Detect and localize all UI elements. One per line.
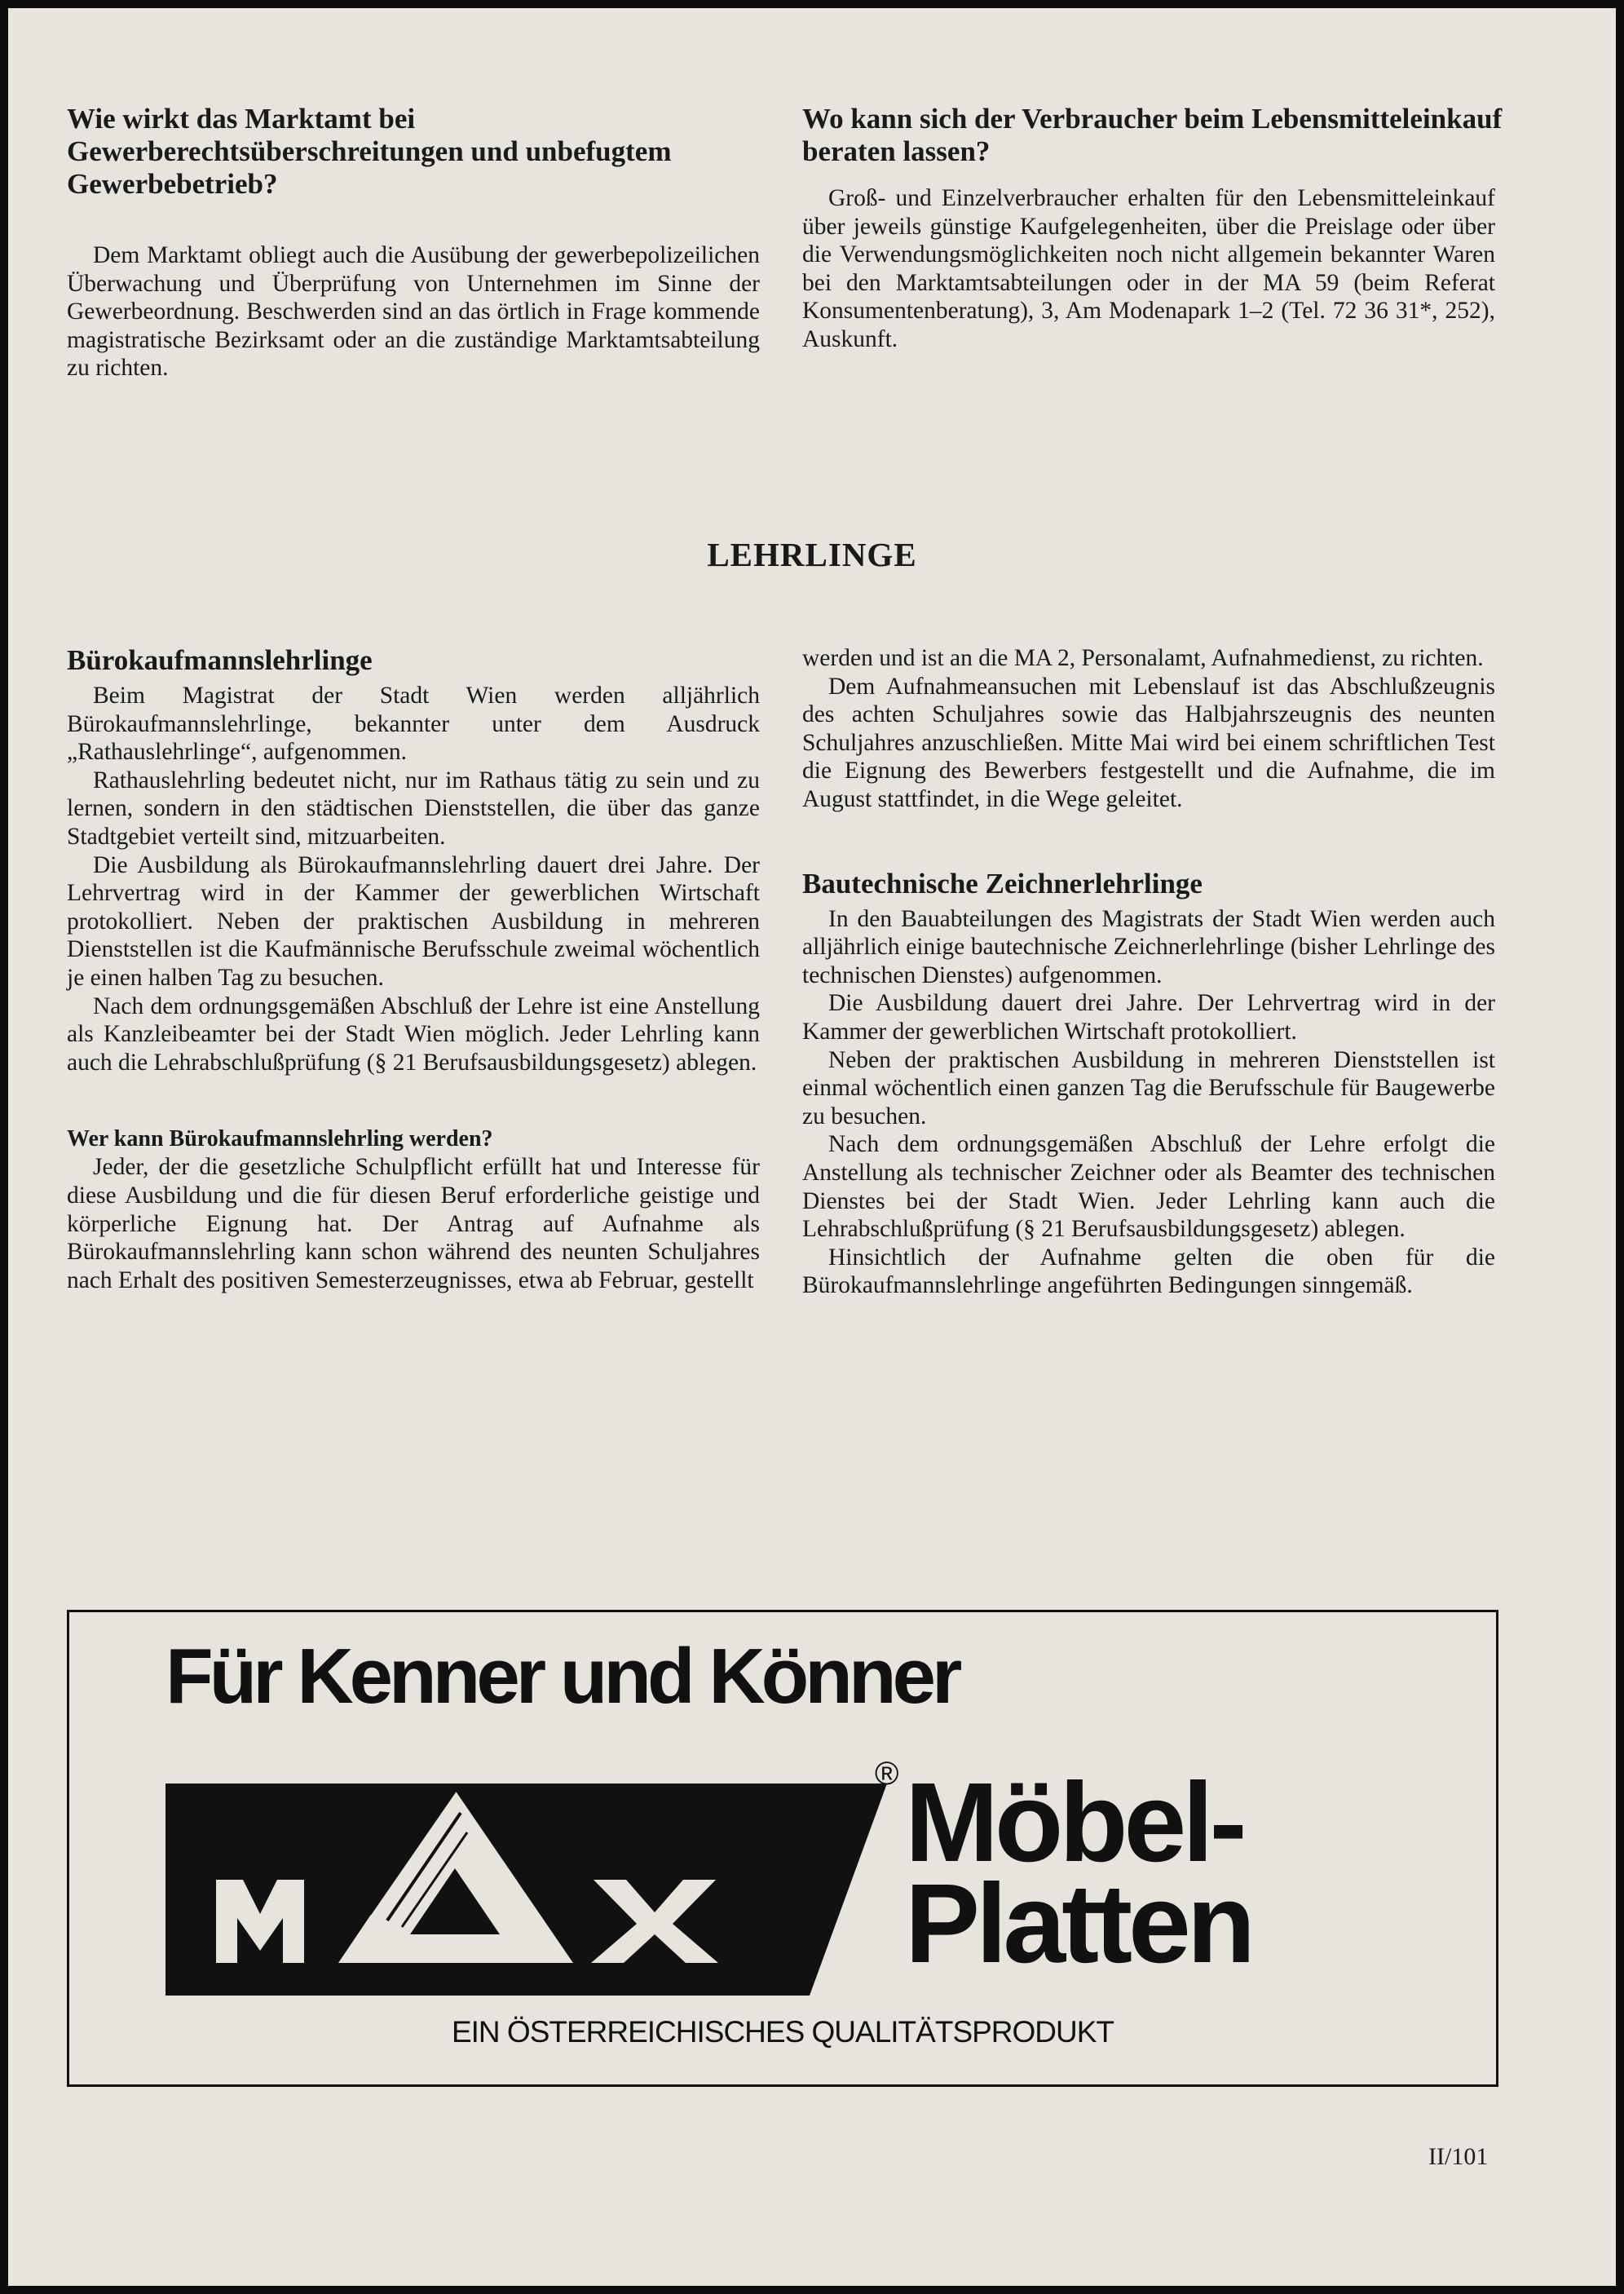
document-page <box>8 8 1616 2286</box>
text-column-marktamt <box>67 241 760 382</box>
paragraph: Dem Aufnahmeansuchen mit Lebenslauf ist das Abschlußzeugnis des achten Schuljahres sowie das Halbjahrszeugnis des neunten Schuljahres anzuschließen. Mitte Mai wird bei einem schriftlichen Test die Eignung des Bewerbers festgestellt und die Aufnahme, die im August stattfindet, in die Wege geleitet. <box>802 673 1495 812</box>
paragraph: Neben der praktischen Ausbildung in mehreren Dienststellen ist einmal wöchentlich einen ganzen Tag die Berufsschule für Baugewerbe zu besuchen. <box>802 1046 1495 1129</box>
heading-bautechnische: Bautechnische Zeichnerlehrlinge <box>802 867 1203 899</box>
section-title: LEHRLINGE <box>707 536 917 573</box>
subheading-wer-kann: Wer kann Bürokaufmannslehrling werden? <box>67 1126 493 1152</box>
advertisement <box>67 1610 1498 2087</box>
paragraph: Beim Magistrat der Stadt Wien werden alljährlich Bürokaufmannslehrlinge, bekannter unter dem Ausdruck „Rathauslehrlinge“, aufgenommen. <box>67 683 760 766</box>
ad-product-name <box>905 1760 1252 1987</box>
text-column-verbraucher <box>802 184 1495 354</box>
section-heading-marktamt: Wie wirkt das Marktamt bei Gewerberechtsüberschreitungen und unbefugtem Gewerbebetrieb? <box>67 103 672 200</box>
paragraph: Rathauslehrling bedeutet nicht, nur im Rathaus tätig zu sein und zu lernen, sondern in den städtischen Dienststellen, die über das ganze Stadtgebiet verteilt sind, mitzuarbeiten. <box>67 767 760 850</box>
paragraph: Nach dem ordnungsgemäßen Abschluß der Lehre ist eine Anstellung als Kanzleibeamter bei der Stadt Wien möglich. Jeder Lehrling kann auch die Lehrabschlußprüfung (§ 21 Berufsausbildungsgesetz) ablegen. <box>67 992 760 1076</box>
ad-product-line: Platten <box>905 1861 1252 1987</box>
paragraph: Dem Marktamt obliegt auch die Ausübung der gewerbepolizeilichen Überwachung und Überprüfung von Unternehmen im Sinne der Gewerbeordnung. Beschwerden sind an das örtlich in Frage kommende magistratische Bezirksamt oder an die zuständige Marktamtsabteilung zu richten. <box>67 242 760 382</box>
paragraph: Hinsichtlich der Aufnahme gelten die oben für die Bürokaufmannslehrlinge angeführten Bedingungen sinngemäß. <box>802 1244 1495 1299</box>
text-column-left <box>67 644 760 1294</box>
paragraph: Die Ausbildung dauert drei Jahre. Der Lehrvertrag wird in der Kammer der gewerblichen Wirtschaft protokolliert. <box>802 990 1495 1045</box>
ad-product-line: Möbel- <box>905 1760 1243 1885</box>
paragraph: Jeder, der die gesetzliche Schulpflicht erfüllt hat und Interesse für diese Ausbildung und die für diesen Beruf erforderliche geistige und körperliche Eignung hat. Der Antrag auf Aufnahme als Bürokaufmannslehrling kann schon während des neunten Schuljahres nach Erhalt des positiven Semesterzeugnisses, etwa ab Februar, gestellt <box>67 1154 760 1293</box>
section-heading-verbraucher: Wo kann sich der Verbraucher beim Lebensmitteleinkauf beraten lassen? <box>802 103 1503 167</box>
max-logo <box>165 1783 887 1996</box>
paragraph: Nach dem ordnungsgemäßen Abschluß der Lehre erfolgt die Anstellung als technischer Zeichner oder als Beamter des technischen Dienstes bei der Stadt Wien. Jeder Lehrling kann auch die Lehrabschlußprüfung (§ 21 Berufsausbildungsgesetz) ablegen. <box>802 1131 1495 1243</box>
ad-tagline: EIN ÖSTERREICHISCHES QUALITÄTSPRODUKT <box>451 2015 1114 2049</box>
paragraph: Die Ausbildung als Bürokaufmannslehrling dauert drei Jahre. Der Lehrvertrag wird in der Kammer der gewerblichen Wirtschaft protokolliert. Neben der praktischen Ausbildung in mehreren Dienststellen ist die Kaufmännische Berufsschule zweimal wöchentlich je einen halben Tag zu besuchen. <box>67 851 760 991</box>
registered-mark: ® <box>875 1756 899 1792</box>
text-column-right <box>802 644 1495 1300</box>
heading-buerokaufmann: Bürokaufmannslehrlinge <box>67 644 373 676</box>
page-number: II/101 <box>1428 2143 1489 2170</box>
ad-headline: Für Kenner und Könner <box>165 1633 959 1720</box>
paragraph: In den Bauabteilungen des Magistrats der Stadt Wien werden auch alljährlich einige bautechnische Zeichnerlehrlinge (bisher Lehrlinge des technischen Dienstes) aufgenommen. <box>802 905 1495 988</box>
paragraph: Groß- und Einzelverbraucher erhalten für den Lebensmitteleinkauf über jeweils günstige Kaufgelegenheiten, über die Preislage oder über die Verwendungsmöglichkeiten noch nicht allgemein bekannter Waren bei den Marktamtsabteilungen oder in der MA 59 (beim Referat Konsumentenberatung), 3, Am Modenapark 1–2 (Tel. 72 36 31*, 252), Auskunft. <box>802 185 1495 352</box>
paragraph: werden und ist an die MA 2, Personalamt, Aufnahmedienst, zu richten. <box>802 645 1484 671</box>
